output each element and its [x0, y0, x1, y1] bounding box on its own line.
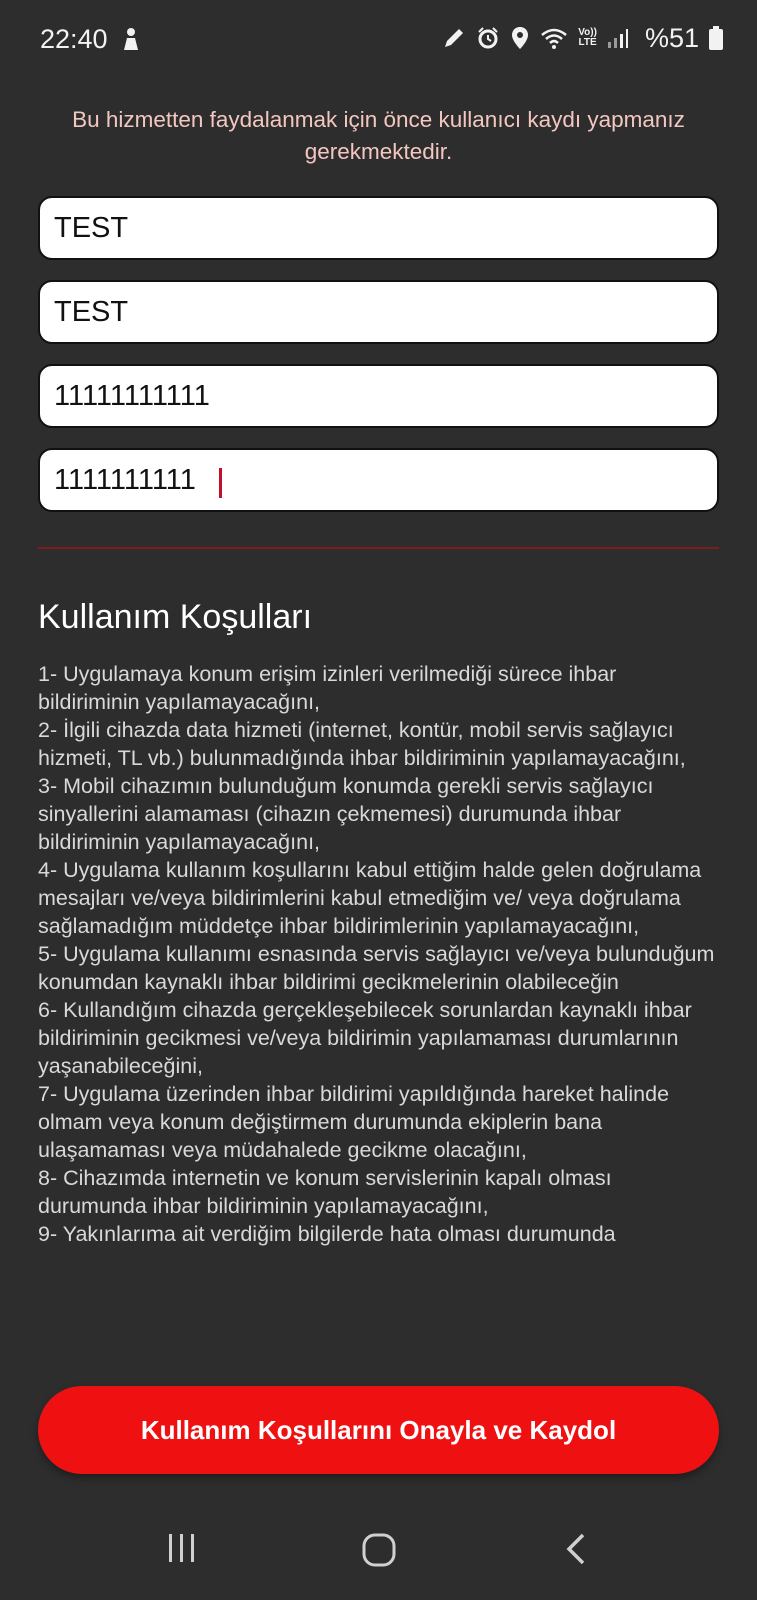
wifi-icon — [540, 26, 568, 50]
phone-field[interactable] — [38, 448, 719, 512]
alarm-icon — [476, 26, 500, 50]
terms-item: 7- Uygulama üzerinden ihbar bildirimi yapıldığında hareket halinde olmam veya konum değiştirmem durumunda ekiplerin bana ulaşamaması veya müdahalede gecikme olacağını, — [38, 1082, 670, 1162]
accept-and-register-button[interactable]: Kullanım Koşullarını Onayla ve Kaydol — [38, 1386, 719, 1474]
divider — [38, 547, 719, 549]
terms-item: 9- Yakınlarıma ait verdiğim bilgilerde hata olması durumunda — [38, 1222, 616, 1246]
id-number-input[interactable] — [40, 366, 717, 426]
terms-scroll-area[interactable] — [38, 660, 719, 1324]
id-number-field[interactable] — [38, 364, 719, 428]
status-time: 22:40 — [40, 24, 108, 54]
recent-apps-icon[interactable] — [166, 1532, 198, 1564]
back-icon[interactable] — [564, 1532, 588, 1566]
person-icon — [122, 26, 140, 52]
location-icon — [510, 26, 530, 50]
terms-item: 4- Uygulama kullanım koşullarını kabul ettiğim halde gelen doğrulama mesajları ve/veya bildirimlerini kabul etmediğim ve/ veya doğrulama sağlamadığım müddetçe ihbar bildirimlerinin yapılamayacağını, — [38, 858, 702, 938]
edit-pen-icon — [442, 26, 466, 50]
surname-input[interactable] — [40, 282, 717, 342]
battery-icon — [709, 26, 723, 50]
name-input[interactable] — [40, 198, 717, 258]
surname-field[interactable] — [38, 280, 719, 344]
home-icon[interactable] — [361, 1532, 397, 1568]
phone-input[interactable] — [40, 450, 717, 510]
registration-notice: Bu hizmetten faydalanmak için önce kullanıcı kaydı yapmanız gerekmektedir. — [72, 107, 685, 164]
name-field[interactable] — [38, 196, 719, 260]
terms-item: 3- Mobil cihazımın bulunduğum konumda gerekli servis sağlayıcı sinyallerini alamaması (cihazın çekmemesi) durumunda ihbar bildiriminin yapılamayacağını, — [38, 774, 654, 854]
status-icons — [442, 22, 723, 54]
terms-title: Kullanım Koşulları — [38, 598, 313, 636]
terms-item: 5- Uygulama kullanımı esnasında servis sağlayıcı ve/veya bulunduğum konumdan kaynaklı ihbar bildirimi gecikmelerinin olabileceğin — [38, 942, 715, 994]
text-cursor — [219, 468, 222, 498]
system-navigation-bar — [0, 1510, 757, 1600]
terms-item: 1- Uygulamaya konum erişim izinleri verilmediği sürece ihbar bildiriminin yapılamayacağını, — [38, 662, 617, 714]
status-bar — [0, 0, 757, 80]
terms-item: 8- Cihazımda internetin ve konum servislerinin kapalı olması durumunda ihbar bildiriminin yapılamayacağını, — [38, 1166, 612, 1218]
volte-icon: Vo)) LTE — [578, 27, 597, 48]
terms-item: 6- Kullandığım cihazda gerçekleşebilecek sorunlardan kaynaklı ihbar bildiriminin gecikmesi ve/veya bildirimin yapılamaması durumlarının yaşanabileceğini, — [38, 998, 692, 1078]
signal-icon — [607, 27, 629, 49]
terms-item: 2- İlgili cihazda data hizmeti (internet, kontür, mobil servis sağlayıcı hizmeti, TL vb.) bulunmadığında ihbar bildiriminin yapılamayacağını, — [38, 718, 686, 770]
battery-percentage: %51 — [644, 22, 699, 53]
